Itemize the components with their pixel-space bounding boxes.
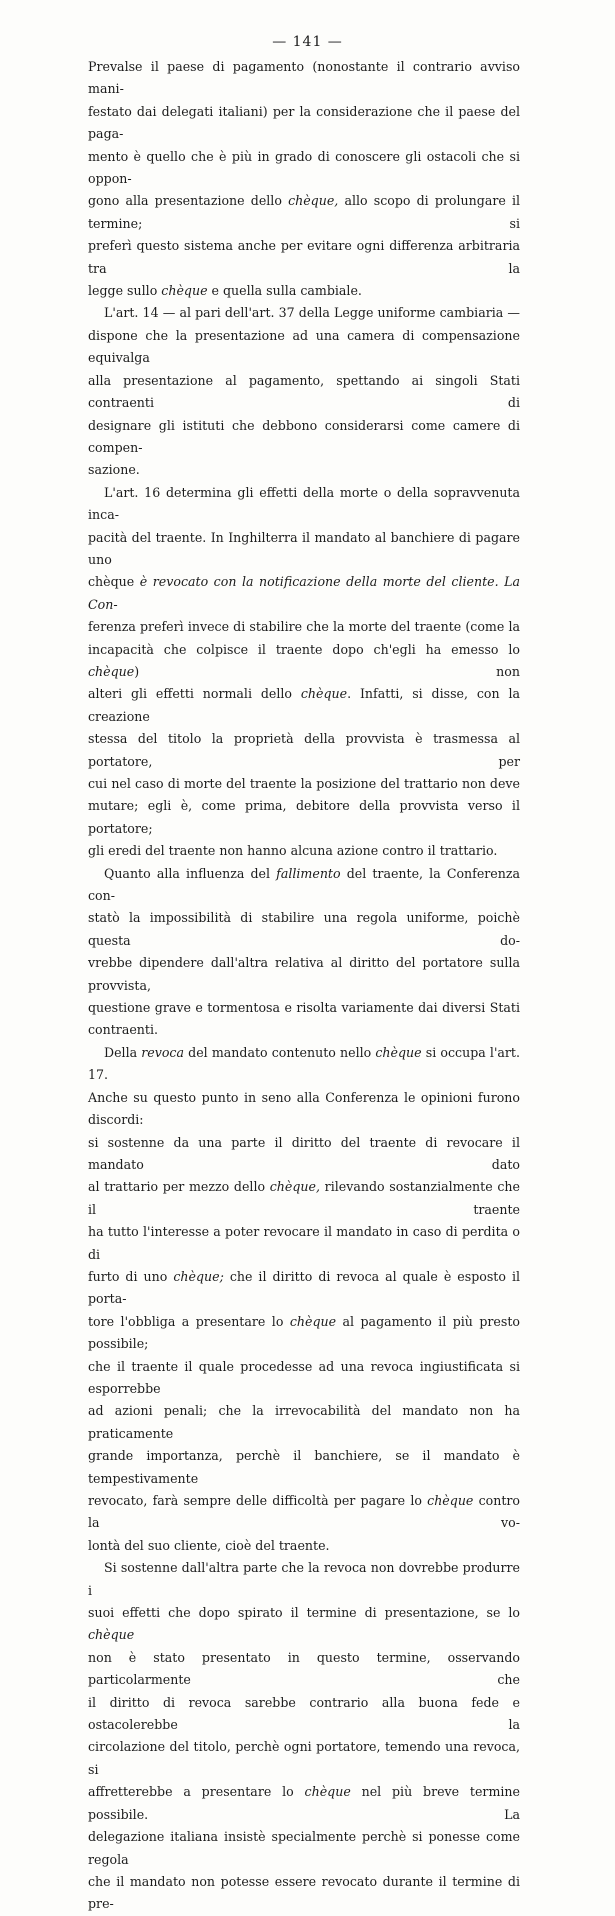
text-segment: Si sostenne dall'altra parte che la revoca non dovrebbe produrre i	[88, 1560, 520, 1598]
text-line	[88, 1557, 520, 1602]
text-line	[88, 773, 520, 795]
text-line	[88, 56, 520, 101]
text-segment: L'art. 14 — al pari dell'art. 37 della Legge uniforme cambiaria —	[104, 305, 520, 321]
text-segment: del mandato contenuto nello	[184, 1044, 376, 1060]
text-segment: cui nel caso di morte del traente la posizione del trattario non deve	[88, 776, 520, 791]
text-segment: ferenza preferì invece di stabilire che la morte del traente (come la	[88, 619, 520, 635]
text-segment: ad azioni penali; che la irrevocabilità del mandato non ha praticamente	[88, 1403, 520, 1441]
text-line	[88, 1266, 520, 1311]
text-line	[88, 907, 520, 952]
text-segment: L'art. 16 determina gli effetti della morte o della sopravvenuta inca-	[88, 484, 520, 523]
text-segment: vrebbe dipendere dall'altra relativa al diritto del portatore sulla provvista,	[88, 955, 520, 993]
text-line	[88, 1445, 520, 1490]
text-line	[88, 1356, 520, 1401]
text-segment: mento è quello che è più in grado di conoscere gli ostacoli che si oppon-	[88, 148, 520, 187]
italic-term: chèque,	[269, 1179, 320, 1195]
text-segment: al trattario per mezzo dello	[88, 1179, 270, 1195]
text-line	[88, 1311, 520, 1356]
text-segment: ha tutto l'interesse a poter revocare il mandato in caso di perdita o di	[88, 1224, 520, 1262]
text-line	[88, 840, 520, 862]
text-segment: rilevando sostanzialmente che il traente	[88, 1179, 520, 1217]
text-line	[88, 728, 520, 773]
text-segment: furto di uno	[88, 1268, 174, 1284]
text-segment: legge sullo	[88, 283, 162, 299]
text-line	[88, 370, 520, 415]
text-line	[88, 616, 520, 638]
text-line	[88, 1692, 520, 1737]
text-segment: designare gli istituti che debbono considerarsi come camere di compen-	[88, 417, 520, 455]
text-line	[88, 459, 520, 481]
text-segment: alla presentazione al pagamento, spettando ai singoli Stati contraenti di	[88, 372, 520, 411]
text-segment: circolazione del titolo, perchè ogni portatore, temendo una revoca, si	[88, 1739, 520, 1777]
text-segment: statò la impossibilità di stabilire una regola uniforme, poichè questa do-	[88, 910, 520, 948]
text-segment: grande importanza, perchè il banchiere, se il mandato è tempestivamente	[88, 1448, 520, 1486]
text-line	[88, 683, 520, 728]
text-line	[88, 101, 520, 146]
text-segment: il diritto di revoca sarebbe contrario alla buona fede e ostacolerebbe la	[88, 1694, 520, 1733]
italic-term: chèque	[427, 1493, 474, 1508]
text-segment: non è stato presentato in questo termine, osservando particolarmente che	[88, 1649, 520, 1688]
text-line	[88, 1132, 520, 1177]
text-segment: dispone che la presentazione ad una camera di compensazione equivalga	[88, 327, 520, 366]
italic-term: chèque	[304, 1784, 351, 1800]
text-segment: del traente, la Conferenza con-	[88, 865, 520, 904]
text-line	[88, 997, 520, 1019]
text-line	[88, 1602, 520, 1647]
text-segment: Prevalse il paese di pagamento (nonostante il contrario avviso mani-	[88, 59, 520, 97]
text-segment: tore l'obbliga a presentare lo	[88, 1313, 290, 1329]
text-line	[88, 1490, 520, 1535]
italic-term: chèque	[88, 663, 135, 679]
page-number: — 141 —	[272, 34, 343, 50]
italic-term: chèque	[88, 1627, 135, 1643]
text-line	[88, 1019, 520, 1041]
text-line	[88, 795, 520, 840]
text-segment: al pagamento il più presto possibile;	[88, 1313, 520, 1352]
text-segment: revocato, farà sempre delle difficoltà per pagare lo	[88, 1493, 428, 1508]
text-line	[88, 235, 520, 280]
text-line	[88, 1400, 520, 1445]
text-segment: delegazione italiana insistè specialmente perchè si ponesse come regola	[88, 1829, 520, 1867]
text-segment: che il traente il quale procedesse ad una revoca ingiustificata si esporrebbe	[88, 1358, 520, 1396]
text-segment: chèque	[88, 574, 135, 590]
text-line	[88, 1221, 520, 1266]
italic-term: è revocato con la notificazione della morte del cliente. La Con-	[88, 574, 520, 612]
italic-term: chèque	[300, 686, 348, 702]
text-segment: . Infatti, si disse, con la creazione	[88, 686, 520, 724]
text-line	[88, 190, 520, 235]
italic-term: chèque	[375, 1044, 422, 1060]
text-segment: contro la vo-	[88, 1493, 520, 1531]
text-line	[88, 1647, 520, 1692]
italic-term: fallimento	[276, 865, 341, 881]
text-segment: gono alla presentazione dello	[88, 193, 289, 209]
italic-term: chèque,	[288, 193, 339, 209]
text-line	[88, 1042, 520, 1087]
text-segment: mutare; egli è, come prima, debitore della provvista verso il portatore;	[88, 798, 520, 836]
text-segment: che il diritto di revoca al quale è esposto il porta-	[88, 1268, 520, 1307]
text-line	[88, 639, 520, 684]
italic-term: revoca	[141, 1044, 184, 1060]
text-segment: preferì questo sistema anche per evitare ogni differenza arbitraria tra la	[88, 238, 520, 276]
text-segment: lontà del suo cliente, cioè del traente.	[88, 1537, 330, 1553]
text-segment: alteri gli effetti normali dello	[88, 686, 301, 702]
text-line	[88, 325, 520, 370]
text-line	[88, 1871, 520, 1916]
text-line	[88, 863, 520, 908]
text-segment: allo scopo di prolungare il termine; si	[88, 193, 520, 231]
text-line	[88, 1087, 520, 1132]
text-line	[88, 527, 520, 572]
text-segment: sazione.	[88, 462, 140, 478]
text-segment: pacità del traente. In Inghilterra il mandato al banchiere di pagare uno	[88, 529, 520, 567]
text-segment: e quella sulla cambiale.	[207, 283, 362, 299]
text-segment: incapacità che colpisce il traente dopo ch'egli ha emesso lo	[88, 641, 520, 657]
text-segment: Anche su questo punto in seno alla Conferenza le opinioni furono discordi:	[88, 1089, 520, 1128]
text-line	[88, 1826, 520, 1871]
text-line	[88, 146, 520, 191]
text-line	[88, 952, 520, 997]
text-line	[88, 1176, 520, 1221]
italic-term: chèque;	[173, 1268, 224, 1284]
text-segment: questione grave e tormentosa e risolta variamente dai diversi Stati	[88, 1000, 520, 1016]
italic-term: chèque	[161, 283, 208, 299]
text-line	[88, 571, 520, 616]
text-segment: gli eredi del traente non hanno alcuna azione contro il trattario.	[88, 843, 498, 859]
text-segment: che il mandato non potesse essere revocato durante il termine di pre-	[88, 1873, 520, 1912]
text-segment: ) non	[134, 663, 520, 679]
text-line	[88, 482, 520, 527]
body-text	[88, 56, 520, 1916]
text-line	[88, 302, 520, 324]
text-segment: affretterebbe a presentare lo	[88, 1784, 305, 1800]
text-segment: contraenti.	[88, 1022, 158, 1038]
text-line	[88, 415, 520, 460]
text-segment: Quanto alla influenza del	[104, 865, 277, 881]
text-line	[88, 280, 520, 302]
text-segment: nel più breve termine possibile. La	[88, 1784, 520, 1822]
italic-term: chèque	[289, 1313, 337, 1329]
text-segment: si sostenne da una parte il diritto del traente di revocare il mandato dato	[88, 1134, 520, 1172]
text-segment: Della	[104, 1044, 142, 1060]
text-segment: stessa del titolo la proprietà della provvista è trasmessa al portatore, per	[88, 731, 520, 769]
text-segment: si occupa l'art. 17.	[88, 1044, 520, 1083]
text-line	[88, 1736, 520, 1781]
text-segment: festato dai delegati italiani) per la considerazione che il paese del paga-	[88, 103, 520, 142]
text-segment: suoi effetti che dopo spirato il termine di presentazione, se lo	[88, 1605, 520, 1621]
text-line	[88, 1535, 520, 1557]
text-line	[88, 1781, 520, 1826]
